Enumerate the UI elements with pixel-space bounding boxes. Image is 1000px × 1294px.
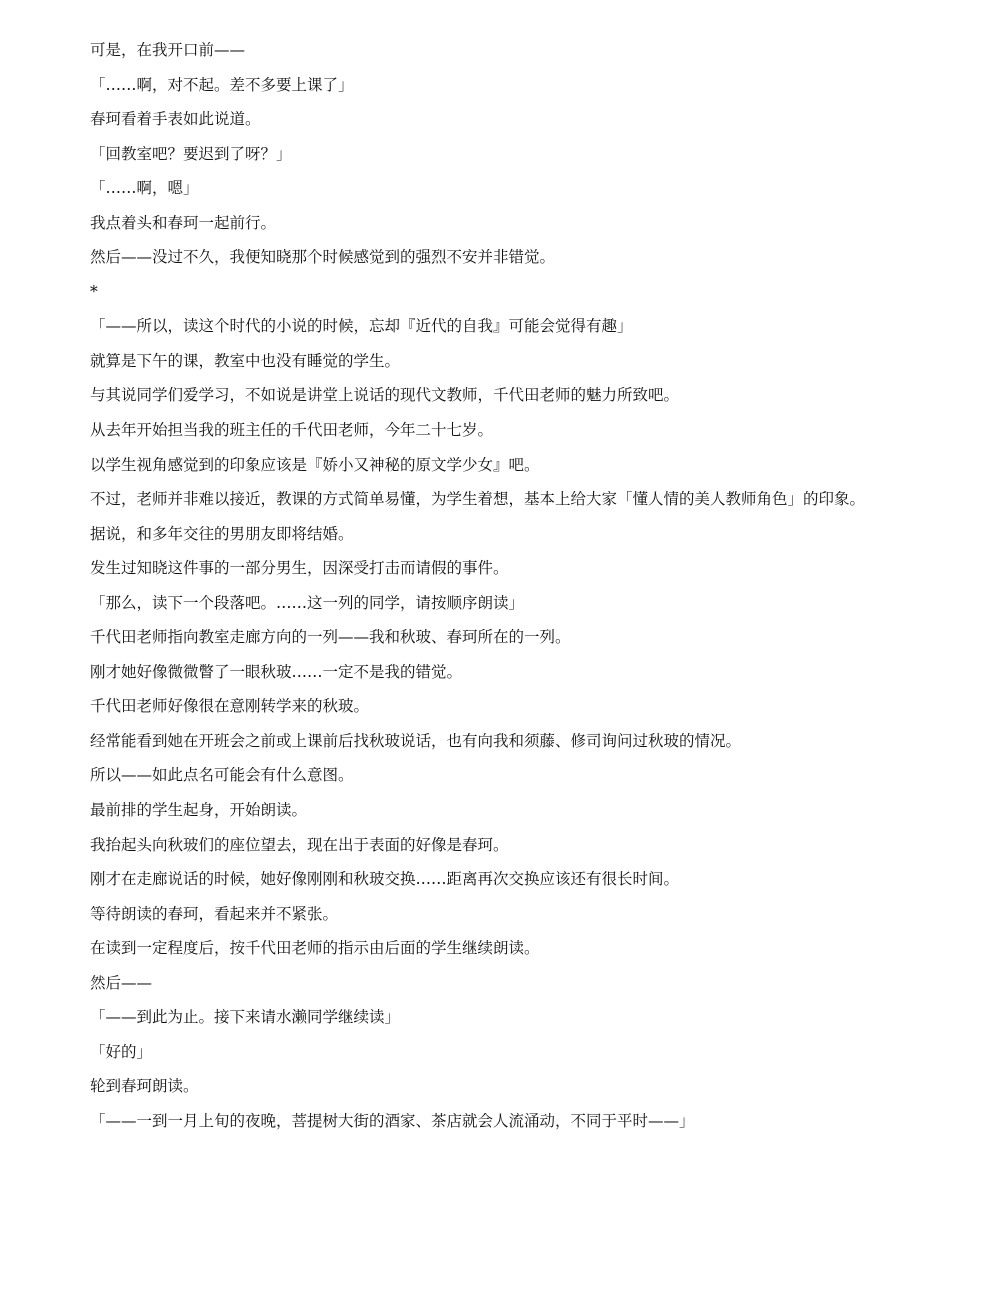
text-line: 刚才在走廊说话的时候，她好像刚刚和秋玻交换……距离再次交换应该还有很长时间。 — [90, 870, 680, 889]
text-line: 以学生视角感觉到的印象应该是『娇小又神秘的原文学少女』吧。 — [90, 455, 540, 474]
text-line: 在读到一定程度后，按千代田老师的指示由后面的学生继续朗读。 — [90, 939, 540, 958]
text-line: 可是，在我开口前—— — [90, 41, 246, 59]
text-line: 「——所以，读这个时代的小说的时候，忘却『近代的自我』可能会觉得有趣」 — [90, 317, 633, 336]
text-line: 然后——没过不久，我便知晓那个时候感觉到的强烈不安并非错觉。 — [90, 248, 556, 267]
text-line: 「……啊，嗯」 — [90, 179, 199, 198]
text-line: 经常能看到她在开班会之前或上课前后找秋玻说话，也有向我和须藤、修司询问过秋玻的情况。 — [90, 731, 742, 750]
text-line: 春珂看着手表如此说道。 — [90, 110, 261, 129]
text-line: 就算是下午的课，教室中也没有睡觉的学生。 — [90, 351, 401, 370]
text-line: 「好的」 — [90, 1042, 153, 1061]
text-line: 从去年开始担当我的班主任的千代田老师，今年二十七岁。 — [90, 421, 494, 440]
text-line: 刚才她好像微微瞥了一眼秋玻……一定不是我的错觉。 — [90, 662, 463, 681]
text-line: 我点着头和春珂一起前行。 — [90, 213, 277, 232]
text-line: 「回教室吧？要迟到了呀？」 — [90, 144, 292, 163]
text-line: 等待朗读的春珂，看起来并不紧张。 — [90, 904, 339, 923]
scene-break: * — [90, 282, 98, 301]
text-line: 我抬起头向秋玻们的座位望去，现在出于表面的好像是春珂。 — [90, 835, 509, 854]
text-line: 「——一到一月上旬的夜晚，菩提树大街的酒家、茶店就会人流涌动，不同于平时——」 — [90, 1111, 695, 1130]
text-line: 最前排的学生起身，开始朗读。 — [90, 801, 308, 820]
text-line: 轮到春珂朗读。 — [90, 1077, 199, 1096]
text-line: 千代田老师好像很在意刚转学来的秋玻。 — [90, 697, 370, 716]
text-line: 然后—— — [90, 973, 153, 992]
text-line: 据说，和多年交往的男朋友即将结婚。 — [90, 524, 354, 543]
body-text — [90, 33, 970, 1139]
text-line: 所以——如此点名可能会有什么意图。 — [90, 766, 354, 785]
text-line: 「——到此为止。接下来请水濑同学继续读」 — [90, 1008, 401, 1027]
text-line: 千代田老师指向教室走廊方向的一列——我和秋玻、春珂所在的一列。 — [90, 628, 571, 647]
text-line: 「……啊，对不起。差不多要上课了」 — [90, 75, 354, 94]
text-line: 不过，老师并非难以接近，教课的方式简单易懂，为学生着想，基本上给大家「懂人情的美人教师角色」的印象。 — [90, 490, 866, 509]
text-line: 与其说同学们爱学习，不如说是讲堂上说话的现代文教师，千代田老师的魅力所致吧。 — [90, 386, 680, 405]
text-line: 发生过知晓这件事的一部分男生，因深受打击而请假的事件。 — [90, 559, 509, 578]
text-line: 「那么，读下一个段落吧。……这一列的同学，请按顺序朗读」 — [90, 593, 525, 612]
